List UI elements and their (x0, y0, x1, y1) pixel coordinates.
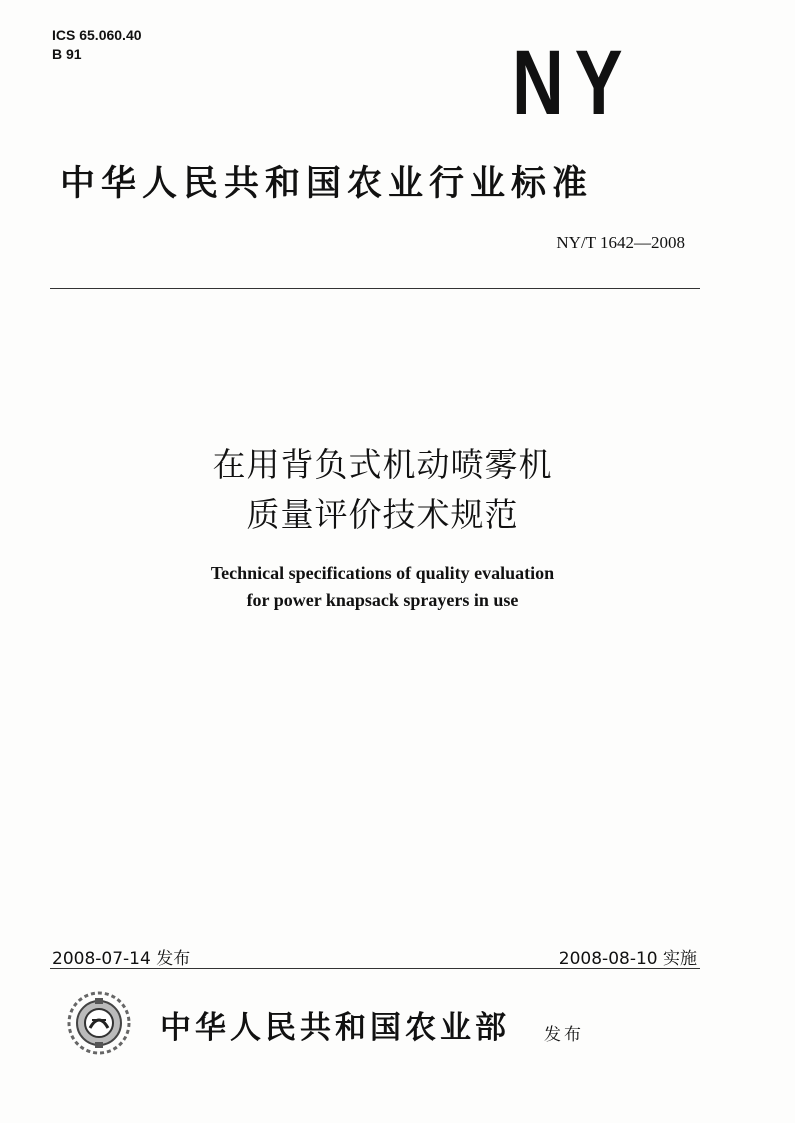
classification-block (52, 26, 142, 64)
bottom-divider (50, 968, 700, 969)
chinese-title-line-2: 质量评价技术规范 (246, 495, 519, 534)
publisher-name: 中华人民共和国农业部 (160, 1010, 510, 1046)
implementation-date: 2008-08-10 实施 (558, 949, 697, 969)
issue-date: 2008-07-14 发布 (52, 949, 191, 969)
english-title (0, 560, 795, 614)
english-title-line-2: for power knapsack sprayers in use (246, 590, 519, 610)
english-title-line-1: Technical specifications of quality evaluation (210, 563, 555, 583)
chinese-title (0, 440, 795, 540)
ccs-code: B 91 (52, 46, 82, 62)
category-title: 中华人民共和国农业行业标准 (60, 164, 594, 204)
chinese-title-line-1: 在用背负式机动喷雾机 (212, 445, 553, 484)
publish-label: 发布 (544, 1025, 584, 1045)
ics-code: ICS 65.060.40 (52, 27, 142, 43)
top-divider (50, 288, 700, 289)
standard-logo: NY (512, 32, 634, 134)
ministry-emblem-icon (66, 990, 132, 1056)
standard-number: NY/T 1642—2008 (556, 233, 685, 252)
